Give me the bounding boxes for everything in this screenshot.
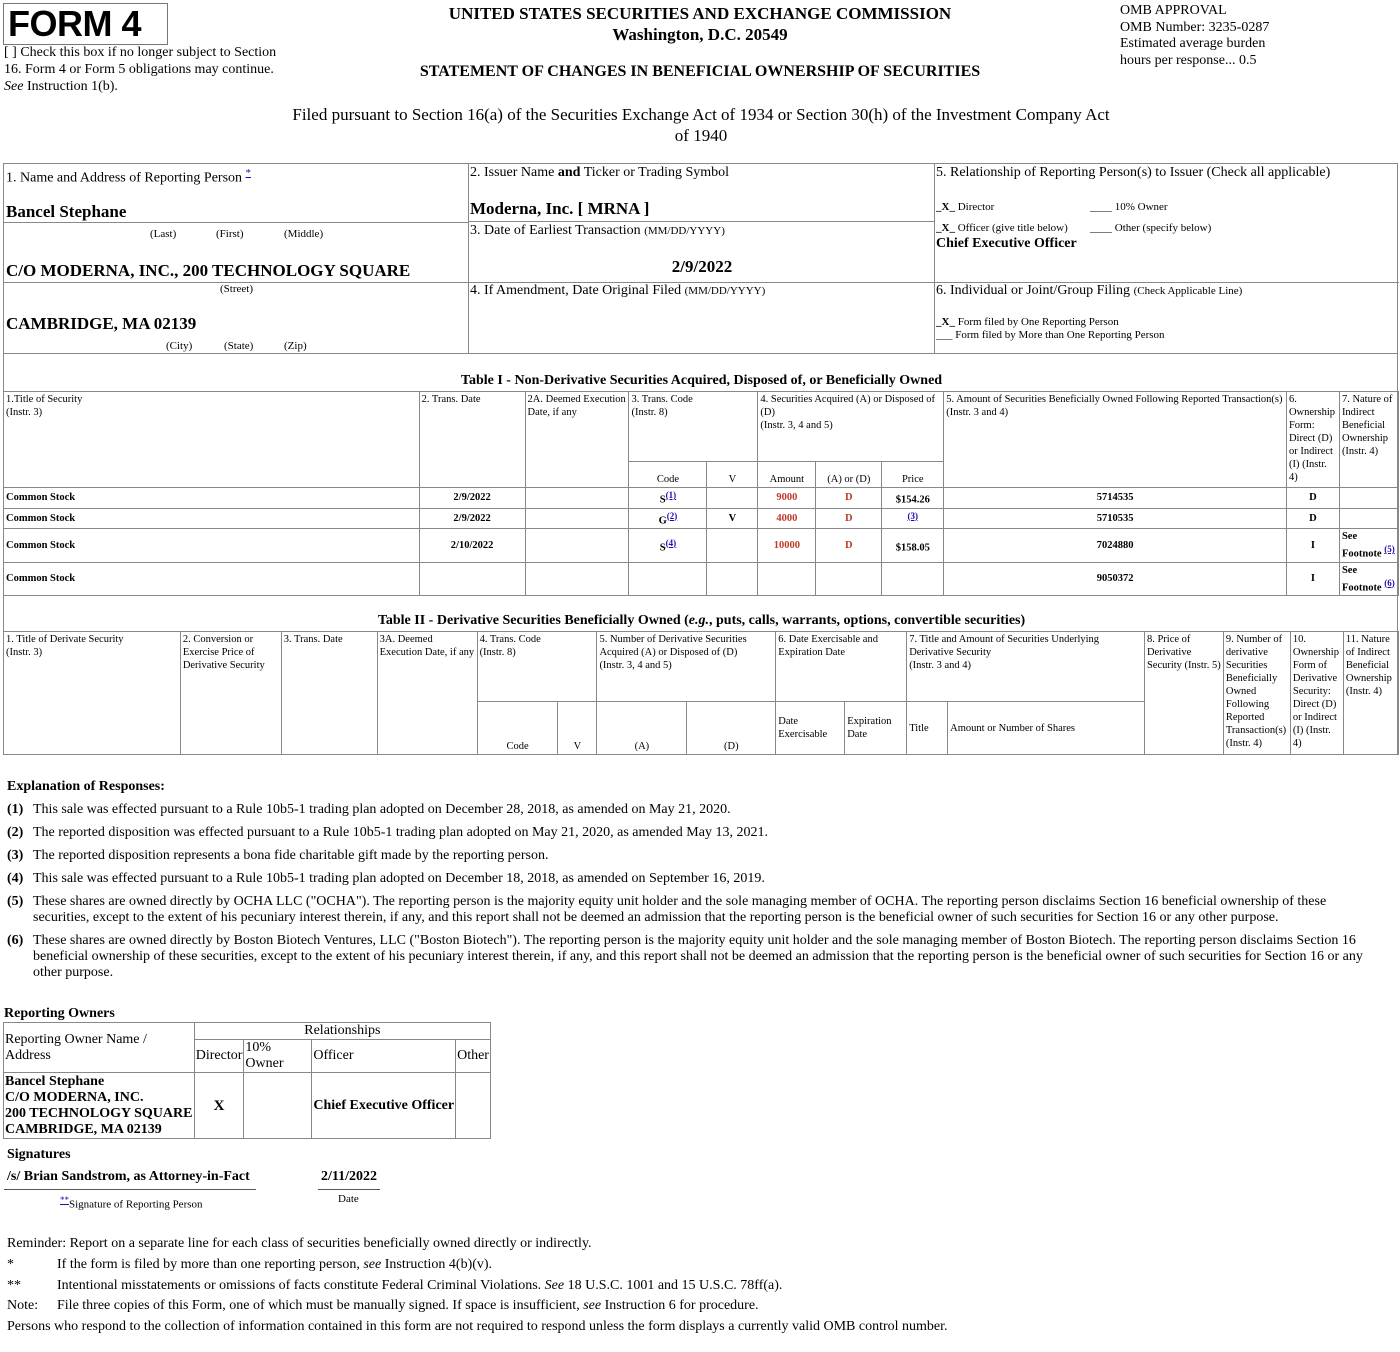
table1-row [4,508,1399,529]
ro-header-other: Other [456,1040,491,1073]
footnote-link[interactable]: (5) [1384,544,1395,554]
explanation-text: These shares are owned directly by Boston Biotech Ventures, LLC ("Boston Biotech"). The reporting person is the majority equity unit holder and the sole managing member of Boston Biotech. The reporting person disclaims Section 16 beneficial ownership of these securities, except to the extent of his pecuniary interest therein, if any, and this report shall not be deemed an admission that the reporting person is the beneficial owner of such securities for Section 16 or any other purpose. [33,933,1363,980]
box6-label: 6. Individual or Joint/Group Filing (Check Applicable Line) [936,283,1243,298]
star-note: * If the form is filed by more than one reporting person, see Instruction 4(b)(v). [7,1256,493,1272]
t1-sub-v: V [707,462,758,488]
state-label: (State) [224,340,254,352]
footnote-link[interactable]: (2) [666,510,678,521]
instruction-ref: Instruction 1(b). [26,79,118,94]
t2-sub-date-exercisable: Date Exercisable [776,702,845,755]
t1-nature: See Footnote (5) [1339,529,1398,563]
omb-number: OMB Number: 3235-0287 [1120,19,1270,35]
t2-header-number: 5. Number of Derivative Securities Acquired (A) or Disposed of (D) (Instr. 3, 4 and 5) [597,632,776,702]
t2-header-underlying: 7. Title and Amount of Securities Underlying Derivative Security (Instr. 3 and 4) [907,632,1145,702]
t1-sub-price: Price [882,462,944,488]
t1-aord [816,562,882,596]
earliest-transaction-date: 2/9/2022 [671,257,733,276]
table1-row [4,488,1399,509]
t2-header-date: 3. Trans. Date [281,632,377,755]
box2-label: 2. Issuer Name and Ticker or Trading Symbol [470,165,730,180]
table1-title: Table I - Non-Derivative Securities Acquired, Disposed of, or Beneficially Owned [460,373,943,388]
explanation-text: This sale was effected pursuant to a Rule 10b5-1 trading plan adopted on December 28, 2018, as amended on May 21, 2020. [33,802,731,817]
table1-row [4,562,1399,596]
t1-nature [1339,508,1398,529]
explanation-item [7,871,1383,887]
signature-line [4,1189,256,1190]
ro-owner-addr2: 200 TECHNOLOGY SQUARE [5,1105,193,1121]
agency-location: Washington, D.C. 20549 [612,25,788,44]
ro-header-owner10: 10% Owner [244,1040,312,1073]
filed-pursuant-note: Filed pursuant to Section 16(a) of the Securities Exchange Act of 1934 or Section 30(h) of the Investment Company Act of 1940 [292,105,1110,145]
explanation-item [7,848,1383,864]
t1-header-acquired: 4. Securities Acquired (A) or Disposed of (D) (Instr. 3, 4 and 5) [758,392,944,462]
t1-v [707,529,758,563]
box4-label: 4. If Amendment, Date Original Filed (MM/DD/YYYY) [470,283,766,298]
t1-v [707,562,758,596]
t1-header-nature: 7. Nature of Indirect Beneficial Ownership (Instr. 4) [1339,392,1398,488]
t1-code: G(2) [629,508,707,529]
middle-label: (Middle) [284,228,324,240]
officer-checkbox[interactable]: _X_ Officer (give title below) [936,222,1068,234]
agency-name: UNITED STATES SECURITIES AND EXCHANGE COMMISSION [448,4,952,23]
director-checkbox[interactable]: _X_ Director [936,201,995,213]
explanation-text: These shares are owned directly by OCHA LLC ("OCHA"). The reporting person is the majority equity unit holder and the sole managing member of OCHA. The reporting person disclaims Section 16 beneficial ownership of these securities, except to the extent of his pecuniary interest therein, if any, and this report shall not be deemed an admission that the reporting person is the beneficial owner of such securities for Section 16 or any other purpose. [33,894,1327,925]
explanation-number: (2) [7,825,24,840]
signatures-title: Signatures [7,1147,71,1162]
t1-title: Common Stock [4,508,420,529]
ro-director-value: X [194,1073,244,1139]
box3-label: 3. Date of Earliest Transaction (MM/DD/YYYY) [470,223,725,238]
t1-deemed [525,488,629,509]
t1-price: $158.05 [882,529,944,563]
reporting-info-section [3,163,1398,354]
ro-header-relationships: Relationships [194,1023,490,1040]
t1-code: S(4) [629,529,707,563]
reminder-note: Reminder: Report on a separate line for each class of securities beneficially owned directly or indirectly. [7,1236,592,1251]
ro-owner-addr3: CAMBRIDGE, MA 02139 [5,1121,162,1137]
form-title: FORM 4 [8,3,142,44]
t1-price: $154.26 [882,488,944,509]
t1-form: I [1286,562,1339,596]
t1-date: 2/10/2022 [419,529,525,563]
ro-other-value [456,1073,491,1139]
table1-row [4,529,1399,563]
t1-code [629,562,707,596]
t1-header-date: 2. Trans. Date [419,392,525,488]
double-star-note: ** Intentional misstatements or omissions of facts constitute Federal Criminal Violations. See 18 U.S.C. 1001 and 15 U.S.C. 78ff(a). [7,1277,783,1293]
t1-date: 2/9/2022 [419,508,525,529]
statement-title: STATEMENT OF CHANGES IN BENEFICIAL OWNERSHIP OF SECURITIES [419,63,981,80]
t2-header-conversion: 2. Conversion or Exercise Price of Derivative Security [180,632,281,755]
t2-header-title: 1. Title of Derivate Security (Instr. 3) [4,632,181,755]
form-title-box [3,3,168,45]
t1-date: 2/9/2022 [419,488,525,509]
agency-title [330,3,1070,45]
signer-name: /s/ Brian Sandstrom, as Attorney-in-Fact [7,1169,250,1184]
ro-owner10-value [244,1073,312,1139]
asterisk-footnote-link[interactable]: * [245,167,252,179]
ro-header-name: Reporting Owner Name / Address [4,1023,195,1073]
explanation-text: The reported disposition represents a bona fide charitable gift made by the reporting person. [33,848,549,863]
t1-price [882,562,944,596]
last-label: (Last) [150,228,177,240]
omb-notice: Persons who respond to the collection of information contained in this form are not required to respond unless the form displays a currently valid OMB control number. [7,1319,948,1335]
t1-aord: D [816,529,882,563]
explanation-number: (3) [7,848,24,863]
footnote-link[interactable]: (6) [1384,577,1395,588]
box5-label: 5. Relationship of Reporting Person(s) to Issuer (Check all applicable) [936,165,1331,180]
explanation-number: (6) [7,933,24,948]
street-address: C/O MODERNA, INC., 200 TECHNOLOGY SQUARE [6,261,411,280]
check-box-text: [ ] Check this box if no longer subject to Section 16. Form 4 or Form 5 obligations may continue. [4,45,277,77]
t1-sub-aord: (A) or (D) [816,462,882,488]
omb-burden-2: hours per response... 0.5 [1120,52,1257,68]
t1-header-code: 3. Trans. Code (Instr. 8) [629,392,758,462]
box1-label: 1. Name and Address of Reporting Person * [6,167,252,186]
t1-title: Common Stock [4,488,420,509]
t2-sub-title: Title [907,702,948,755]
explanation-item [7,933,1383,981]
t2-sub-v: V [558,702,597,755]
zip-label: (Zip) [284,340,307,352]
explanation-title: Explanation of Responses: [7,779,165,794]
table2 [3,631,1399,755]
t1-amount: 10000 [758,529,816,563]
t1-owned: 5714535 [944,488,1287,509]
t1-header-owned: 5. Amount of Securities Beneficially Owned Following Reported Transaction(s) (Instr. 3 and 4) [944,392,1287,488]
issuer-name: Moderna, Inc. [ MRNA ] [470,199,650,218]
t1-header-title: 1.Title of Security (Instr. 3) [4,392,420,488]
t1-amount [758,562,816,596]
t2-header-deemed: 3A. Deemed Execution Date, if any [377,632,477,755]
t2-sub-expiration: Expiration Date [845,702,907,755]
ro-officer-value: Chief Executive Officer [312,1073,456,1139]
t1-v: V [707,508,758,529]
t1-nature [1339,488,1398,509]
signature-date: 2/11/2022 [321,1169,378,1184]
city-address: CAMBRIDGE, MA 02139 [6,314,197,333]
t1-deemed [525,508,629,529]
t1-v [707,488,758,509]
multiple-reporting-persons-option[interactable]: ___ Form filed by More than One Reporting Person [936,329,1165,341]
ten-percent-owner-checkbox[interactable]: ____ 10% Owner [1090,201,1168,213]
explanation-item [7,802,1383,818]
reporting-owners-title: Reporting Owners [4,1006,115,1021]
t2-sub-d: (D) [687,702,776,755]
ro-owner-addr1: C/O MODERNA, INC. [5,1089,144,1105]
ro-header-officer: Officer [312,1040,456,1073]
t1-deemed [525,529,629,563]
t1-header-form: 6. Ownership Form: Direct (D) or Indirect (I) (Instr. 4) [1286,392,1339,488]
footer-notes [7,1234,948,1338]
table2-title: Table II - Derivative Securities Beneficially Owned (e.g., puts, calls, warrants, options, convertible securities) [377,613,1026,628]
t1-title: Common Stock [4,562,420,596]
t1-form: I [1286,529,1339,563]
t2-sub-a: (A) [597,702,687,755]
t1-amount: 9000 [758,488,816,509]
ro-owner-cell [4,1073,195,1139]
t2-header-code: 4. Trans. Code (Instr. 8) [477,632,597,702]
footnote-link[interactable]: (1) [665,490,677,500]
t1-code: S(1) [629,488,707,509]
explanation-text: This sale was effected pursuant to a Rule 10b5-1 trading plan adopted on December 18, 2018, as amended on September 16, 2019. [33,871,765,886]
t1-owned: 5710535 [944,508,1287,529]
reporting-person-name: Bancel Stephane [6,202,127,221]
t1-aord: D [816,488,882,509]
t2-header-owned: 9. Number of derivative Securities Beneficially Owned Following Reported Transaction(s) (Instr. 4) [1223,632,1290,755]
street-label: (Street) [220,283,253,295]
t1-form: D [1286,508,1339,529]
table1-section [3,354,1398,596]
omb-burden-1: Estimated average burden [1120,36,1266,51]
table1 [3,391,1399,596]
other-checkbox[interactable]: ____ Other (specify below) [1090,222,1212,234]
t2-header-nature: 11. Nature of Indirect Beneficial Ownership (Instr. 4) [1343,632,1398,755]
date-label: Date [338,1193,359,1205]
one-reporting-person-option[interactable]: _X_ Form filed by One Reporting Person [936,316,1119,328]
t2-sub-amount: Amount or Number of Shares [948,702,1145,755]
t1-title: Common Stock [4,529,420,563]
explanation-number: (1) [7,802,24,817]
t1-owned: 7024880 [944,529,1287,563]
signature-label: **Signature of Reporting Person [60,1195,203,1211]
t1-price [882,508,944,529]
t2-header-form: 10. Ownership Form of Derivative Security: Direct (D) or Indirect (I) (Instr. 4) [1290,632,1343,755]
check-box-note [4,44,294,95]
t2-header-exercisable: 6. Date Exercisable and Expiration Date [776,632,907,702]
omb-approval: OMB APPROVAL [1120,3,1227,18]
explanation-number: (5) [7,894,24,909]
t1-deemed [525,562,629,596]
t2-header-price: 8. Price of Derivative Security (Instr. 5) [1144,632,1223,755]
omb-approval-box [1120,3,1269,69]
see-label: See [4,79,24,94]
date-line [318,1189,380,1190]
officer-title: Chief Executive Officer [936,236,1077,251]
footnote-link[interactable]: (4) [665,537,677,548]
t1-form: D [1286,488,1339,509]
city-label: (City) [166,340,193,352]
t1-sub-amount: Amount [758,462,816,488]
t2-sub-code: Code [477,702,558,755]
ro-header-director: Director [194,1040,244,1073]
t1-nature: See Footnote (6) [1339,562,1398,596]
double-asterisk-link[interactable]: ** [60,1195,69,1205]
reporting-owners-table [3,1022,491,1139]
t1-date [419,562,525,596]
copies-note: Note: File three copies of this Form, one of which must be manually signed. If space is insufficient, see Instruction 6 for procedure. [7,1298,759,1314]
explanation-text: The reported disposition was effected pursuant to a Rule 10b5-1 trading plan adopted on May 21, 2020, as amended May 13, 2021. [33,825,768,840]
first-label: (First) [216,228,244,240]
explanation-number: (4) [7,871,24,886]
t1-sub-code: Code [629,462,707,488]
table2-section [3,596,1398,755]
t1-amount: 4000 [758,508,816,529]
explanation-list [7,802,1383,988]
t1-owned: 9050372 [944,562,1287,596]
t1-header-deemed: 2A. Deemed Execution Date, if any [525,392,629,488]
explanation-item [7,894,1383,926]
explanation-item [7,825,1383,841]
t1-aord: D [816,508,882,529]
footnote-link[interactable]: (3) [907,510,919,521]
ro-owner-name: Bancel Stephane [5,1073,105,1089]
